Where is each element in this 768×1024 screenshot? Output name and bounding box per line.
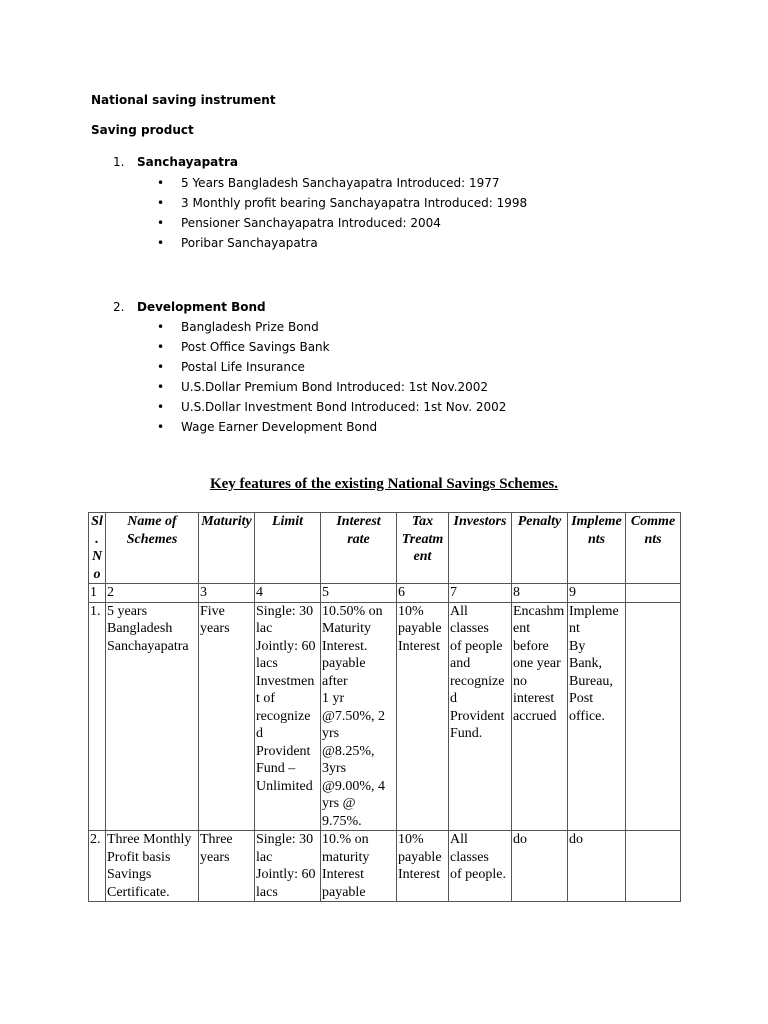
list-item: • Postal Life Insurance	[157, 357, 506, 377]
list-item: • Pensioner Sanchayapatra Introduced: 2004	[157, 213, 527, 233]
table-cell: 9	[568, 584, 626, 603]
list-item: • Bangladesh Prize Bond	[157, 317, 506, 337]
table-cell: Single: 30 lac Jointly: 60 lacs Investmen t of recognize d Provident Fund – Unlimited	[255, 602, 321, 831]
schemes-table	[88, 512, 681, 902]
table-cell: Five years	[199, 602, 255, 831]
table-cell: 8	[512, 584, 568, 603]
list-item: • 3 Monthly profit bearing Sanchayapatra Introduced: 1998	[157, 193, 527, 213]
table-header-row	[89, 513, 681, 584]
table-cell: 4	[255, 584, 321, 603]
document-heading: National saving instrument	[91, 93, 276, 107]
section-title: Sanchayapatra	[137, 155, 239, 169]
column-header: Maturity	[199, 513, 255, 584]
table-cell: 6	[397, 584, 449, 603]
list-item: • Wage Earner Development Bond	[157, 417, 506, 437]
table-cell: Three Monthly Profit basis Savings Certificate.	[106, 831, 199, 902]
list-item: • U.S.Dollar Investment Bond Introduced: 1st Nov. 2002	[157, 397, 506, 417]
column-header: Tax Treatm ent	[397, 513, 449, 584]
list-item: • 5 Years Bangladesh Sanchayapatra Introduced: 1977	[157, 173, 527, 193]
table-cell: 7	[449, 584, 512, 603]
document-subheading: Saving product	[91, 123, 194, 137]
table-cell	[626, 602, 681, 831]
table-cell: Three years	[199, 831, 255, 902]
list-item: • U.S.Dollar Premium Bond Introduced: 1st Nov.2002	[157, 377, 506, 397]
table-cell: 1.	[89, 602, 106, 831]
table-index-row	[89, 584, 681, 603]
table-cell: Encashm ent before one year no interest accrued	[512, 602, 568, 831]
table-cell: do	[568, 831, 626, 902]
table-cell: All classes of people.	[449, 831, 512, 902]
column-header: Interest rate	[321, 513, 397, 584]
section-number: 2.	[113, 300, 125, 314]
table-cell: 10% payable Interest	[397, 602, 449, 831]
list-item: • Poribar Sanchayapatra	[157, 233, 527, 253]
list-item: • Post Office Savings Bank	[157, 337, 506, 357]
table-cell: 2.	[89, 831, 106, 902]
column-header: Limit	[255, 513, 321, 584]
section-title-sanchayapatra	[113, 155, 238, 169]
section-title-development-bond	[113, 300, 266, 314]
table-cell: 5 years Bangladesh Sanchayapatra	[106, 602, 199, 831]
table-cell: All classes of people and recognize d Provident Fund.	[449, 602, 512, 831]
table-cell: 3	[199, 584, 255, 603]
table-row	[89, 831, 681, 902]
table-cell: do	[512, 831, 568, 902]
table-cell: 5	[321, 584, 397, 603]
table-cell: 2	[106, 584, 199, 603]
column-header: Sl . N o	[89, 513, 106, 584]
column-header: Comme nts	[626, 513, 681, 584]
table-cell: 10.50% on Maturity Interest. payable after 1 yr @7.50%, 2 yrs @8.25%, 3yrs @9.00%, 4 yrs @ 9.75%.	[321, 602, 397, 831]
table-title: Key features of the existing National Savings Schemes.	[209, 476, 559, 492]
table-cell	[626, 831, 681, 902]
column-header: Investors	[449, 513, 512, 584]
section-title: Development Bond	[137, 300, 266, 314]
table-row	[89, 602, 681, 831]
table-cell: 10% payable Interest	[397, 831, 449, 902]
section-number: 1.	[113, 155, 125, 169]
table-cell: 10.% on maturity Interest payable	[321, 831, 397, 902]
table-cell	[626, 584, 681, 603]
table-cell: 1	[89, 584, 106, 603]
column-header: Penalty	[512, 513, 568, 584]
sanchayapatra-list	[157, 173, 527, 253]
column-header: Impleme nts	[568, 513, 626, 584]
development-bond-list	[157, 317, 506, 437]
table-cell: Single: 30 lac Jointly: 60 lacs	[255, 831, 321, 902]
column-header: Name of Schemes	[106, 513, 199, 584]
table-cell: Impleme nt By Bank, Bureau, Post office.	[568, 602, 626, 831]
